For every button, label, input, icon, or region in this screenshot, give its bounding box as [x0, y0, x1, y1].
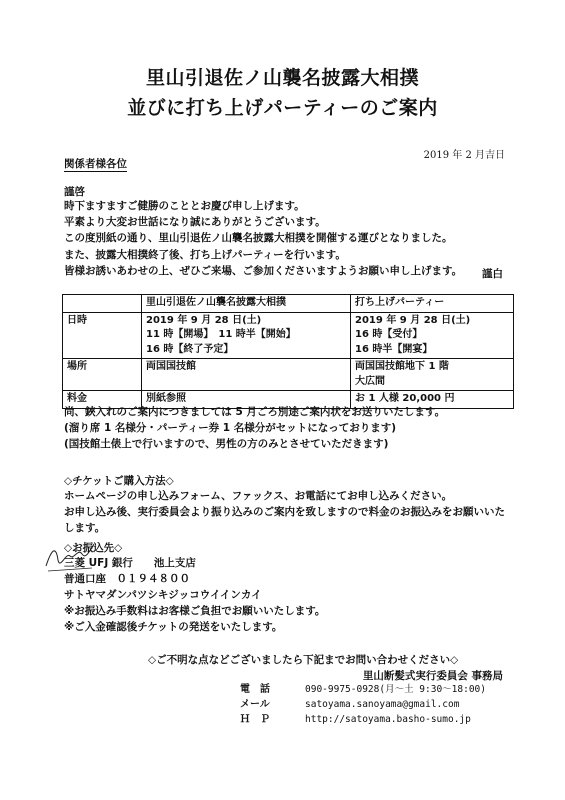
ticket-body	[64, 488, 524, 536]
cell-line: お 1 人様 20,000 円	[355, 393, 455, 404]
issue-date: 2019 年 2 月吉日	[423, 150, 505, 161]
cell-line: 2019 年 9 月 28 日(土)	[355, 314, 471, 326]
contact-value: http://satoyama.basho-sumo.jp	[305, 714, 471, 725]
contact-heading: ◇ご不明な点などございましたら下記までお問い合わせください◇	[148, 654, 459, 666]
transfer-heading: ◇お振込先◇	[64, 542, 123, 554]
table-header-cell	[63, 295, 142, 313]
contact-label: Ｈ Ｐ	[240, 714, 270, 725]
addressee: 関係者様各位	[64, 158, 127, 170]
organizer: 里山断髪式実行委員会 事務局	[362, 670, 503, 682]
contact-info	[240, 682, 486, 727]
contact-row-email	[240, 697, 486, 712]
table-cell	[351, 312, 514, 359]
cell-line: 16 時【終了予定】	[146, 343, 234, 355]
ticket-line: ホームページの申し込みフォーム、ファックス、お電話にてお申し込みください。	[64, 490, 453, 502]
letter-line: 平素より大変お世話になり誠にありがとうございます。	[64, 216, 326, 229]
event-info-table	[62, 294, 514, 409]
transfer-line: 三菱 UFJ 銀行 池上支店	[64, 557, 196, 569]
cell-line: 両国国技館	[146, 361, 196, 372]
row-label: 日時	[63, 312, 142, 359]
cell-line: 両国国技館地下 1 階	[355, 361, 449, 372]
transfer-body	[64, 555, 524, 635]
transfer-line: ※ご入金確認後チケットの発送をいたします。	[64, 621, 283, 633]
table-header-cell: 里山引退佐ノ山襲名披露大相撲	[142, 295, 351, 313]
contact-row-homepage	[240, 712, 486, 727]
note-line: 尚、鋏入れのご案内につきましては 5 月ごろ別途ご案内状をお送りいたします。	[64, 406, 446, 418]
table-cell	[142, 312, 351, 359]
ticket-line: お申し込み後、実行委員会より振り込みのご案内を致しますので料金のお振込みをお願いいた	[64, 506, 505, 518]
letter-opening: 謹啓	[64, 186, 85, 198]
contact-value: satoyama.sanoyama@gmail.com	[305, 699, 460, 710]
table-header-row	[63, 295, 514, 313]
letter-body	[64, 198, 524, 279]
title-line-1: 里山引退佐ノ山襲名披露大相撲	[145, 67, 419, 89]
cell-line: 別紙参照	[146, 393, 186, 404]
cell-line: 2019 年 9 月 28 日(土)	[146, 314, 262, 326]
ticket-heading: ◇チケットご購入方法◇	[64, 475, 174, 487]
cell-line: 16 時半【開宴】	[355, 343, 433, 355]
cell-line: 11 時【開場】 11 時半【開始】	[146, 329, 296, 340]
note-line: (国技館土俵上で行いますので、男性の方のみとさせていただきます)	[64, 438, 389, 450]
contact-label: 電 話	[240, 684, 270, 695]
table-header-cell: 打ち上げパーティー	[351, 295, 514, 313]
ticket-line: します。	[64, 522, 106, 534]
letter-line: 皆様お誘いあわせの上、ぜひご来場、ご参加くださいますようお願い申し上げます。	[64, 264, 463, 277]
transfer-line: サトヤマダンパツシキジッコウイインカイ	[64, 589, 262, 601]
letter-closing: 謹白	[482, 268, 503, 280]
transfer-line: ※お振込み手数料はお客様ご負担でお願いいたします。	[64, 605, 326, 617]
row-label: 場所	[63, 359, 142, 391]
title-line-2: 並びに打ち上げパーティーのご案内	[127, 97, 438, 119]
note-block	[64, 404, 534, 452]
table-row	[63, 312, 514, 359]
note-line: (溜り席 1 名様分・パーティー券 1 名様分がセットになっております)	[64, 422, 396, 434]
table-cell	[142, 359, 351, 391]
cell-line: 16 時【受付】	[355, 329, 423, 340]
table-row	[63, 359, 514, 391]
cell-line: 大広間	[355, 375, 385, 387]
letter-line: 時下ますますご健勝のこととお慶び申し上げます。	[64, 200, 305, 212]
table-cell	[351, 359, 514, 391]
row-label: 料金	[63, 391, 142, 409]
transfer-line: 普通口座 ０１９４８００	[64, 573, 190, 585]
contact-label: メール	[240, 699, 270, 710]
contact-value: 090-9975-0928(月～土 9:30～18:00)	[305, 684, 486, 695]
contact-row-phone	[240, 682, 486, 697]
letter-line: この度別紙の通り、里山引退佐ノ山襲名披露大相撲を開催する運びとなりました。	[64, 232, 453, 245]
letter-line: また、披露大相撲終了後、打ち上げパーティーを行います。	[64, 248, 346, 261]
